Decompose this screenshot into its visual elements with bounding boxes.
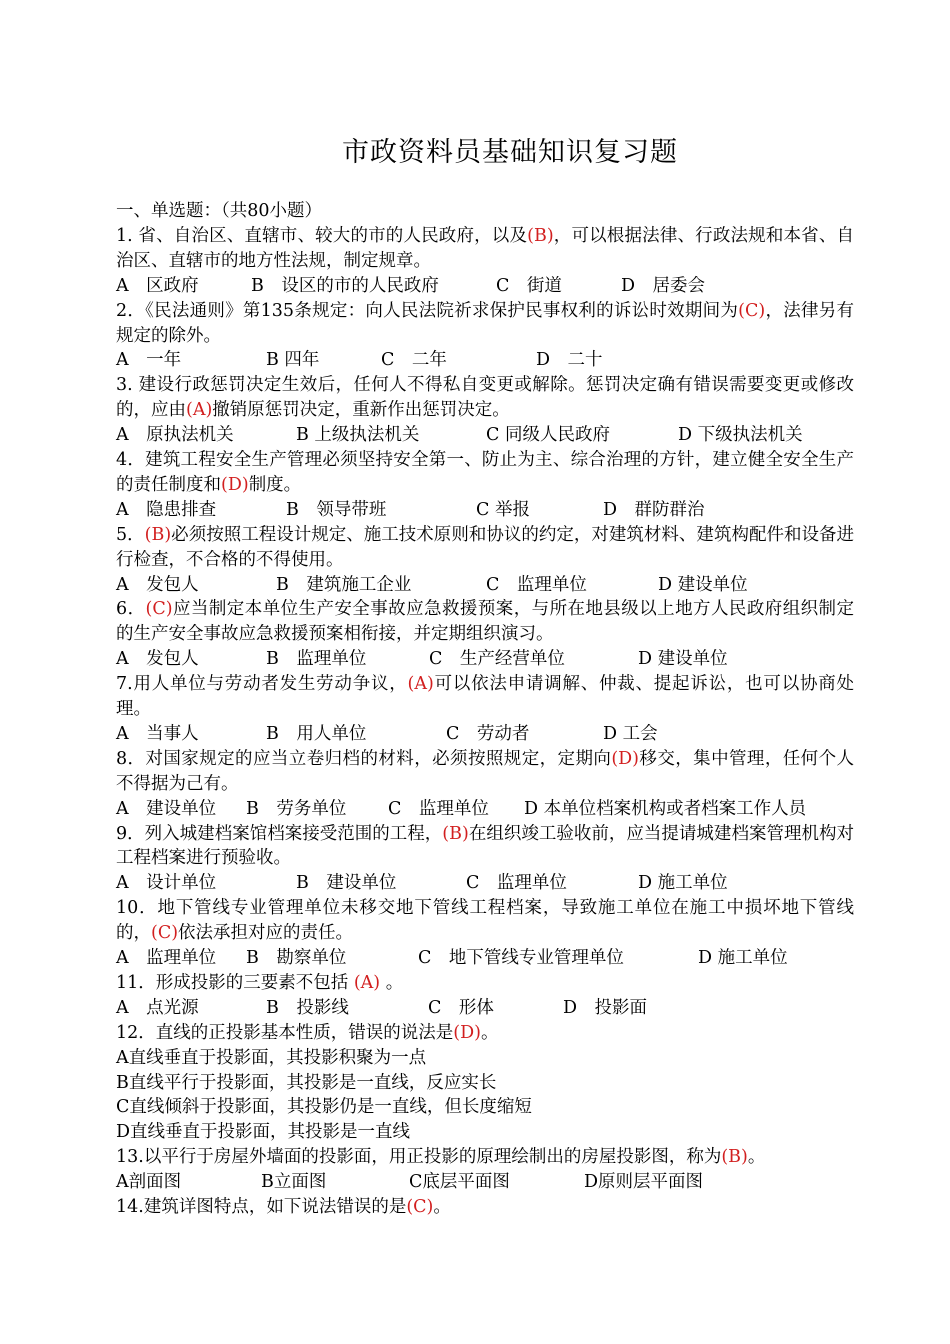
question-6: [116, 597, 854, 647]
answer-key: (C): [151, 923, 179, 944]
answer-key: (A): [407, 674, 434, 695]
answer-key: (B): [442, 823, 469, 844]
option-c: C 街道: [496, 275, 562, 296]
options-row: [116, 722, 854, 747]
question-text-tail: 制度。: [248, 474, 302, 495]
question-text: 13.以平行于房屋外墙面的投影面，用正投影的原理绘制出的房屋投影图，称为: [116, 1147, 722, 1168]
option-c: C底层平面图: [409, 1172, 510, 1193]
option-d: D 施工单位: [638, 873, 728, 894]
answer-key: (C): [145, 599, 173, 620]
option-d: D 本单位档案机构或者档案工作人员: [524, 798, 807, 819]
question-text-tail: 。: [747, 1147, 766, 1168]
option-a: A 设计单位: [116, 873, 217, 894]
question-8: [116, 747, 854, 797]
option-c: C直线倾斜于投影面，其投影仍是一直线，但长度缩短: [116, 1097, 532, 1118]
question-text-tail: 。: [380, 972, 404, 993]
question-text: 4．建筑工程安全生产管理必须坚持安全第一、防止为主、综合治理的方针，建立健全安全生产的责任制度和: [116, 450, 854, 495]
question-14: [116, 1195, 854, 1220]
question-text: 14.建筑详图特点，如下说法错误的是: [116, 1196, 407, 1217]
question-text: 5．: [116, 524, 145, 545]
answer-key: (C): [406, 1196, 434, 1217]
option-a: A 点光源: [116, 997, 199, 1018]
answer-key: (D): [611, 748, 639, 769]
question-text-tail: 依法承担对应的责任。: [178, 923, 354, 944]
options-row: [116, 1170, 854, 1195]
option-a: A直线垂直于投影面，其投影积聚为一点: [116, 1047, 427, 1068]
option-d: D 投影面: [563, 997, 648, 1018]
question-text-tail: 可以依法申请调解、仲裁、提起诉讼，也可以协商处理。: [116, 674, 855, 720]
section-heading: 一、单选题：（共80小题）: [116, 201, 323, 221]
option-b: B直线平行于投影面，其投影是一直线，反应实长: [116, 1072, 497, 1093]
option-c: C 二年: [381, 350, 447, 371]
option-a: A 一年: [116, 350, 182, 371]
option-a: A 监理单位: [116, 948, 217, 969]
option-d: D 群防群治: [603, 499, 705, 520]
answer-key: (C): [738, 300, 766, 321]
question-text-tail: 。: [480, 1022, 499, 1043]
option-b: B 投影线: [266, 997, 349, 1018]
question-text-tail: 。: [433, 1196, 451, 1217]
question-text: 8．对国家规定的应当立卷归档的材料，必须按照规定，定期向: [116, 748, 612, 769]
options-row: [116, 797, 854, 822]
option-c: C 地下管线专业管理单位: [418, 948, 624, 969]
option-a: A 当事人: [116, 723, 199, 744]
answer-key: (B): [144, 524, 172, 545]
option-c: C 监理单位: [486, 574, 587, 595]
option-d: D 建设单位: [658, 574, 748, 595]
option-b: B 四年: [266, 350, 320, 371]
question-11: [116, 971, 854, 996]
question-text-tail: ，可以根据法律、行政法规和本省、自治区、直辖市的地方性法规，制定规章。: [116, 225, 854, 271]
option-c: C 举报: [476, 499, 530, 520]
question-5: [116, 523, 854, 573]
option-c: C 监理单位: [466, 873, 567, 894]
question-text: 3. 建设行政惩罚决定生效后，任何人不得私自变更或解除。惩罚决定确有错误需要变更或修改的，应由: [116, 375, 854, 421]
question-13: [116, 1145, 854, 1170]
option-a: A 隐患排查: [116, 499, 217, 520]
question-text: 10．地下管线专业管理单位未移交地下管线工程档案，导致施工单位在施工中损坏地下管线的，: [116, 898, 854, 944]
question-text-tail: 应当制定本单位生产安全事故应急救援预案，与所在地县级以上地方人民政府组织制定的生产安全事故应急救援预案相衔接，并定期组织演习。: [116, 599, 854, 645]
option-b: B 监理单位: [266, 649, 367, 670]
options-row: [116, 423, 854, 448]
option-b: B 勘察单位: [246, 948, 347, 969]
option-a: A 建设单位: [116, 798, 217, 819]
question-9: [116, 822, 854, 872]
question-text: 7.用人单位与劳动者发生劳动争议，: [116, 674, 408, 695]
answer-key: (A): [186, 400, 213, 421]
question-2: [116, 299, 854, 349]
option-b: B 建设单位: [296, 873, 397, 894]
options-row: [116, 498, 854, 523]
option-a: A 区政府: [116, 275, 199, 296]
question-text: 2．《民法通则》第135条规定：向人民法院祈求保护民事权利的诉讼时效期间为: [116, 300, 739, 321]
option-a: A 发包人: [116, 649, 199, 670]
option-d: D直线垂直于投影面，其投影是一直线: [116, 1122, 411, 1143]
question-text: 1. 省、自治区、直辖市、较大的市的人民政府，以及: [116, 225, 528, 246]
option-b: B 上级执法机关: [296, 425, 420, 446]
option-c: C 生产经营单位: [429, 649, 565, 670]
option-c: C 形体: [428, 997, 494, 1018]
question-text: 9．列入城建档案馆档案接受范围的工程，: [116, 823, 443, 844]
question-text: 11．形成投影的三要素不包括: [116, 972, 354, 993]
question-7: [116, 672, 854, 722]
option-b: B 建筑施工企业: [276, 574, 412, 595]
question-12: [116, 1021, 854, 1046]
question-3: [116, 373, 854, 423]
question-text: 12．直线的正投影基本性质，错误的说法是: [116, 1022, 454, 1043]
question-10: [116, 896, 854, 946]
option-b: B 领导带班: [286, 499, 387, 520]
option-d: D 工会: [603, 723, 658, 744]
option-d: D原则层平面图: [584, 1172, 704, 1193]
options-row: [116, 573, 854, 598]
question-text: 6．: [116, 599, 146, 620]
question-text-tail: 在组织竣工验收前，应当提请城建档案管理机构对工程档案进行预验收。: [116, 823, 854, 869]
option-c: C 监理单位: [388, 798, 489, 819]
options-row: [116, 647, 854, 672]
answer-key: (B): [527, 225, 554, 246]
option-c: C 同级人民政府: [486, 425, 610, 446]
option-c: C 劳动者: [446, 723, 530, 744]
options-row: [116, 996, 854, 1021]
question-1: [116, 224, 854, 274]
options-row: [116, 274, 854, 299]
options-row: [116, 871, 854, 896]
answer-key: (D): [221, 474, 249, 495]
page-title: 市政资料员基础知识复习题: [342, 137, 678, 168]
question-text-tail: ，法律另有规定的除外。: [116, 300, 854, 346]
question-text-tail: 撤销原惩罚决定，重新作出惩罚决定。: [212, 400, 510, 421]
option-d: D 居委会: [621, 275, 706, 296]
question-4: [116, 448, 854, 498]
answer-key: (A): [353, 972, 381, 993]
document-body: [116, 199, 854, 1220]
option-a: A 发包人: [116, 574, 199, 595]
question-text-tail: 移交，集中管理，任何个人不得据为己有。: [116, 748, 855, 794]
option-d: D 施工单位: [698, 948, 788, 969]
question-list: [116, 224, 854, 1220]
option-b: B立面图: [261, 1172, 327, 1193]
answer-key: (D): [453, 1022, 481, 1043]
options-row: [116, 946, 854, 971]
option-a: A 原执法机关: [116, 425, 234, 446]
option-d: D 二十: [536, 350, 603, 371]
answer-key: (B): [721, 1147, 748, 1168]
question-text-tail: 必须按照工程设计规定、施工技术原则和协议的约定，对建筑材料、建筑构配件和设备进行检查，不合格的不得使用。: [116, 524, 854, 570]
option-d: D 下级执法机关: [678, 425, 803, 446]
option-a: A剖面图: [116, 1172, 182, 1193]
options-row: [116, 348, 854, 373]
option-b: B 劳务单位: [246, 798, 347, 819]
option-b: B 用人单位: [266, 723, 367, 744]
option-d: D 建设单位: [638, 649, 728, 670]
option-b: B 设区的市的人民政府: [251, 275, 439, 296]
